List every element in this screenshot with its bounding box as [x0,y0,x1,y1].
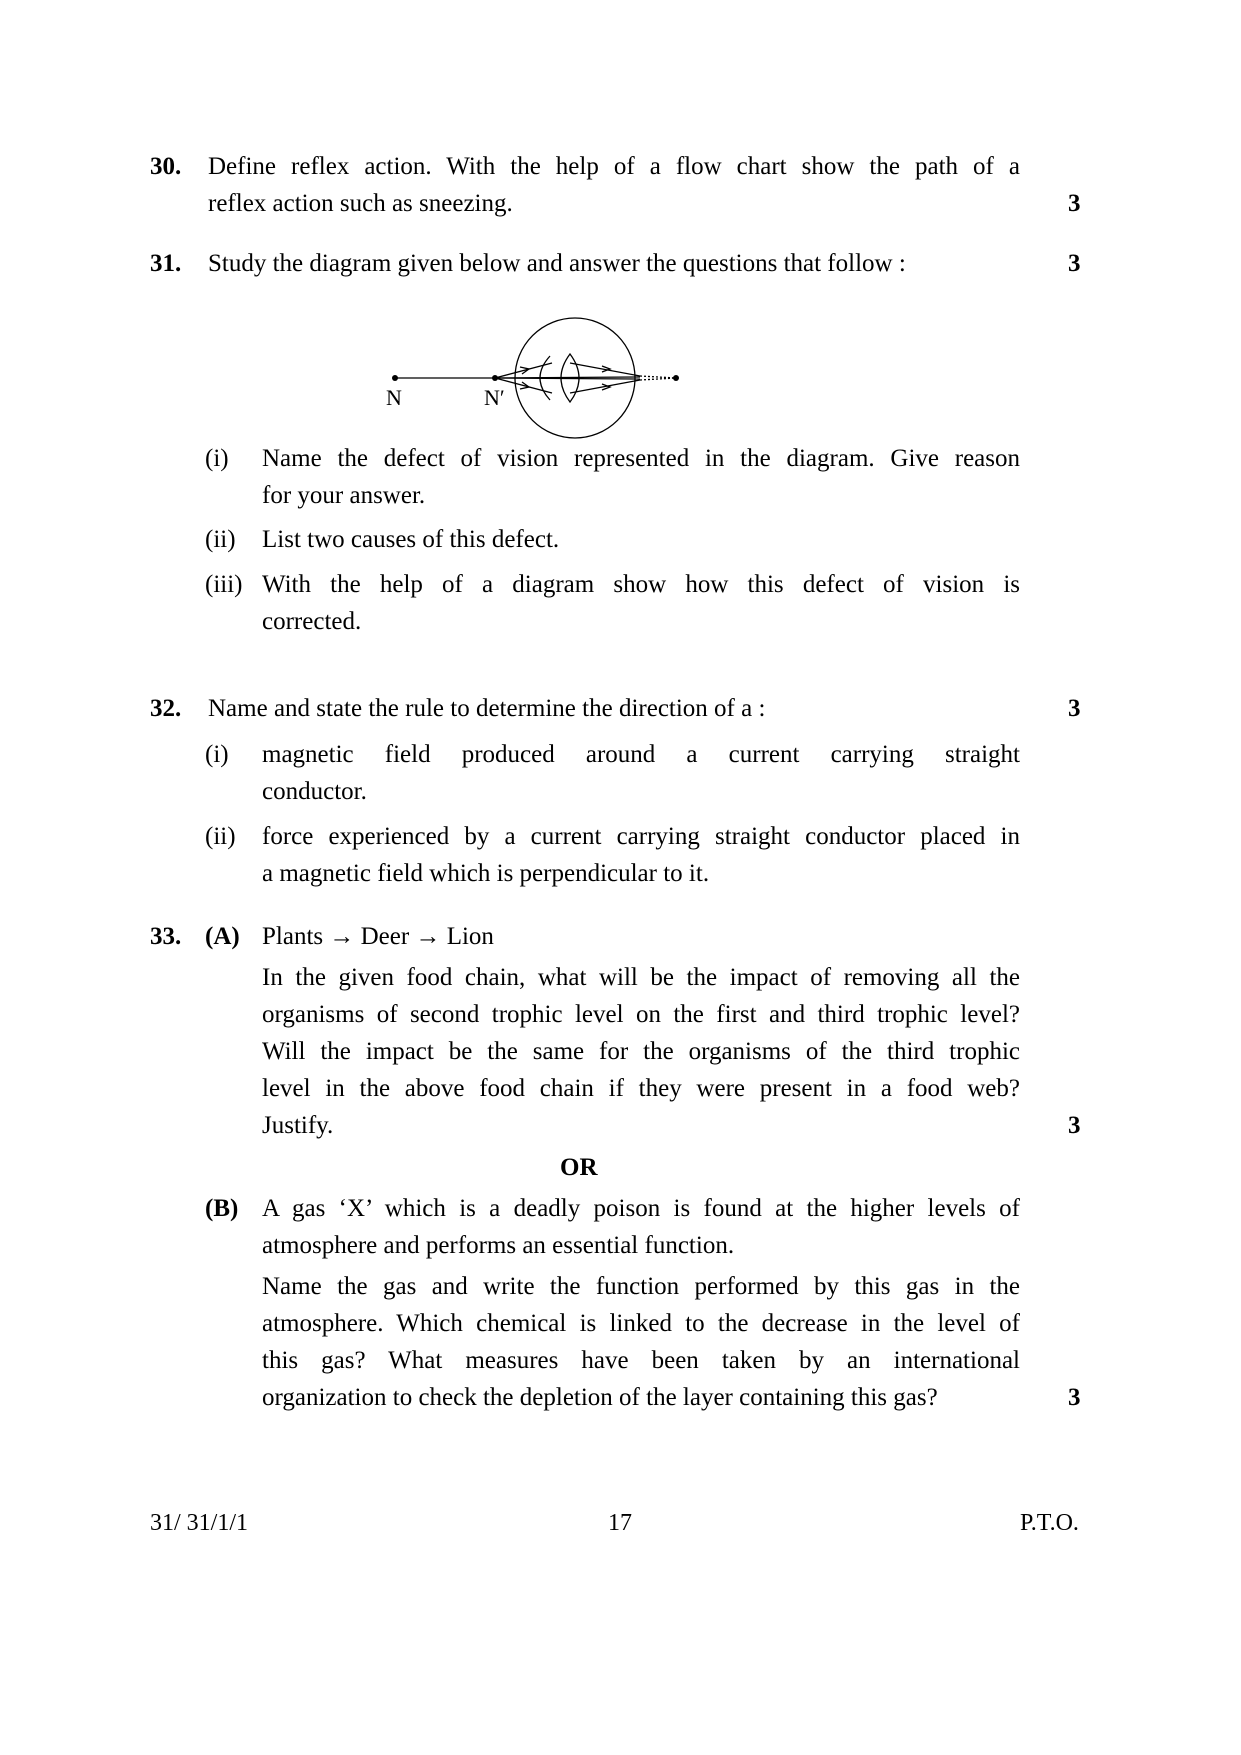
part-label-a: (A) [205,923,240,950]
pto-label: P.T.O. [1020,1510,1079,1536]
sub-question-line: a magnetic field which is perpendicular to it. [262,860,710,887]
sub-question-line: for your answer. [262,482,426,509]
ray-top-inside [570,363,640,376]
part-label-b: (B) [205,1195,239,1222]
sub-question-line: magnetic field produced around a current carrying straight [262,741,1020,768]
object-point-n [392,375,398,381]
food-chain: Plants → Deer → Lion [262,923,494,950]
near-point-n-prime [492,375,498,381]
paper-code: 31/ 31/1/1 [150,1510,249,1536]
label-n: N [386,385,402,410]
marks: 3 [1068,1384,1081,1411]
question-number: 31. [150,250,182,277]
sub-question-label: (ii) [205,823,236,850]
sub-question-line: Name the defect of vision represented in the diagram. Give reason [262,445,1020,472]
part-b-line: this gas? What measures have been taken by an international [262,1347,1020,1374]
ray-top [495,363,552,378]
sub-question-line: conductor. [262,778,367,805]
sub-question-line: List two causes of this defect. [262,526,560,553]
extended-ray [640,378,676,380]
question-text-line: Define reflex action. With the help of a flow chart show the path of a [208,153,1020,180]
extended-ray [640,376,676,378]
part-b-line: Name the gas and write the function performed by this gas in the [262,1273,1020,1300]
page-number: 17 [608,1510,632,1536]
marks: 3 [1068,190,1081,217]
sub-question-line: force experienced by a current carrying straight conductor placed in [262,823,1020,850]
question-number: 30. [150,153,182,180]
question-number: 33. [150,923,182,950]
sub-question-line: corrected. [262,608,362,635]
sub-question-label: (iii) [205,571,243,598]
part-a-line: Justify. [262,1112,334,1139]
ray-center-bottom [495,378,640,379]
image-point [673,375,679,381]
marks: 3 [1068,695,1081,722]
part-a-line: level in the above food chain if they were present in a food web? [262,1075,1020,1102]
part-a-line: organisms of second trophic level on the first and third trophic level? [262,1001,1020,1028]
part-b-line: atmosphere. Which chemical is linked to the decrease in the level of [262,1310,1020,1337]
marks: 3 [1068,1112,1081,1139]
question-number: 32. [150,695,182,722]
part-b-line: A gas ‘X’ which is a deadly poison is found at the higher levels of [262,1195,1020,1222]
eye-defect-diagram [380,305,740,445]
sub-question-label: (i) [205,741,229,768]
question-text: Study the diagram given below and answer the questions that follow : [208,250,906,277]
part-a-line: Will the impact be the same for the organisms of the third trophic [262,1038,1020,1065]
sub-question-label: (i) [205,445,229,472]
label-n-prime: N′ [484,385,505,410]
question-text: Name and state the rule to determine the direction of a : [208,695,766,722]
or-separator: OR [560,1154,598,1181]
sub-question-label: (ii) [205,526,236,553]
ray-bottom-inside [570,380,640,393]
part-b-line: organization to check the depletion of the layer containing this gas? [262,1384,938,1411]
part-a-line: In the given food chain, what will be the impact of removing all the [262,964,1020,991]
marks: 3 [1068,250,1081,277]
question-text-line: reflex action such as sneezing. [208,190,513,217]
part-b-line: atmosphere and performs an essential function. [262,1232,735,1259]
sub-question-line: With the help of a diagram show how this defect of vision is [262,571,1020,598]
